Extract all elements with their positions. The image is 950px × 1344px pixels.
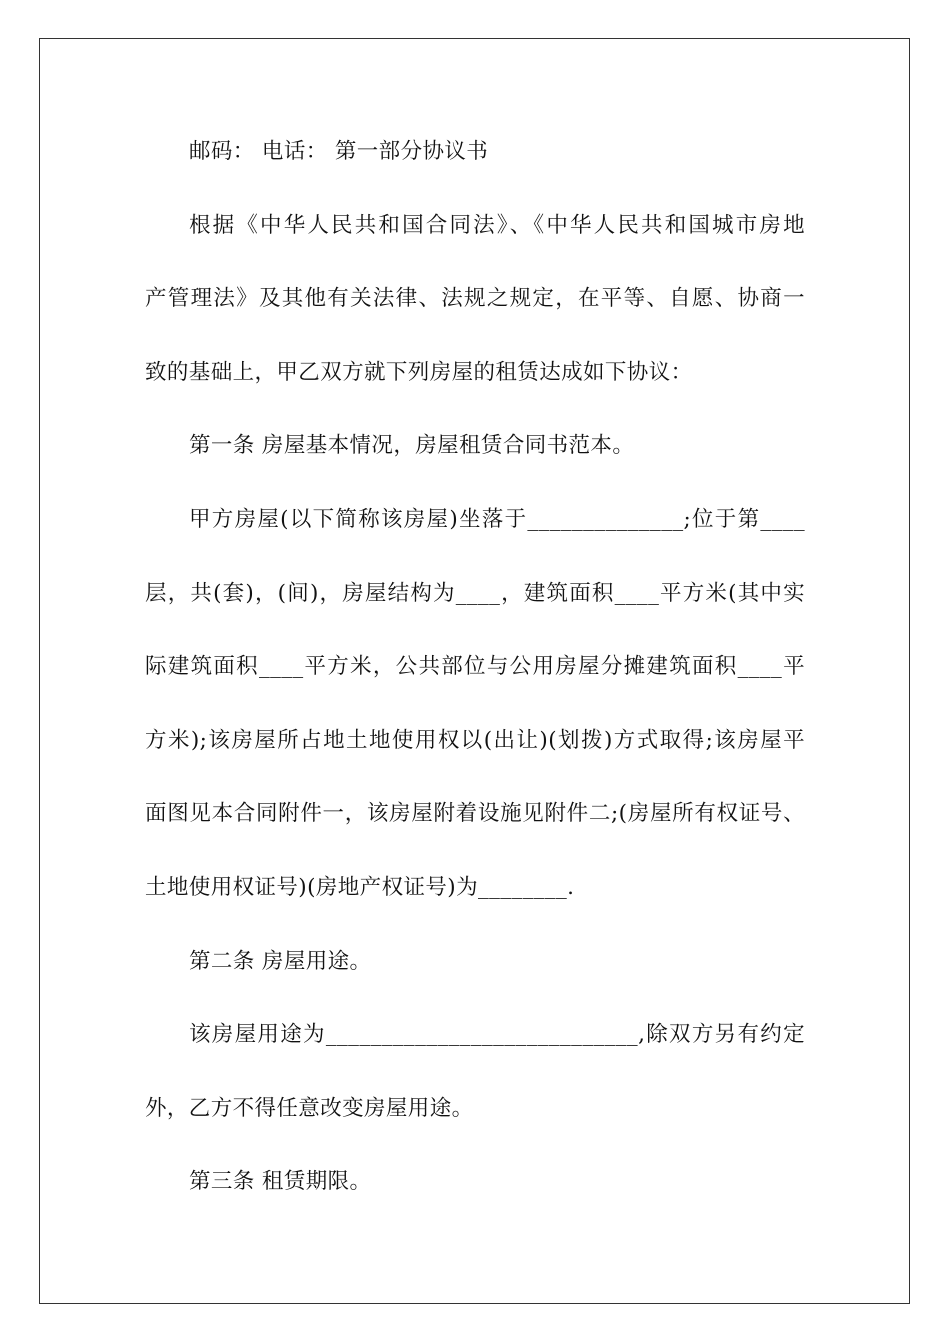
article-heading: 第三条 租赁期限。 xyxy=(189,1169,372,1195)
paragraph-line: 方米);该房屋所占地土地使用权以(出让)(划拨)方式取得;该房屋平 xyxy=(145,727,805,753)
paragraph-line: 甲方房屋(以下简称该房屋)坐落于______________;位于第____ xyxy=(189,506,805,532)
paragraph-line: 土地使用权证号)(房地产权证号)为________. xyxy=(145,874,575,900)
paragraph-line: 产管理法》及其他有关法律、法规之规定，在平等、自愿、协商一 xyxy=(145,286,805,312)
header-line: 邮码： 电话： 第一部分协议书 xyxy=(189,139,489,164)
paragraph-line: 致的基础上，甲乙双方就下列房屋的租赁达成如下协议： xyxy=(145,359,693,385)
paragraph-line: 外，乙方不得任意改变房屋用途。 xyxy=(145,1095,474,1121)
paragraph-line: 根据《中华人民共和国合同法》、《中华人民共和国城市房地 xyxy=(189,212,805,238)
paragraph-line: 该房屋用途为____________________________,除双方另有约定 xyxy=(189,1022,805,1048)
article-heading: 第二条 房屋用途。 xyxy=(189,948,372,974)
paragraph-line: 层，共(套)，(间)，房屋结构为____，建筑面积____平方米(其中实 xyxy=(145,580,805,606)
paragraph-line: 际建筑面积____平方米，公共部位与公用房屋分摊建筑面积____平 xyxy=(145,654,805,680)
paragraph-line: 面图见本合同附件一，该房屋附着设施见附件二;(房屋所有权证号、 xyxy=(145,801,805,827)
document-body xyxy=(145,130,805,1234)
article-heading: 第一条 房屋基本情况，房屋租赁合同书范本。 xyxy=(189,433,635,459)
